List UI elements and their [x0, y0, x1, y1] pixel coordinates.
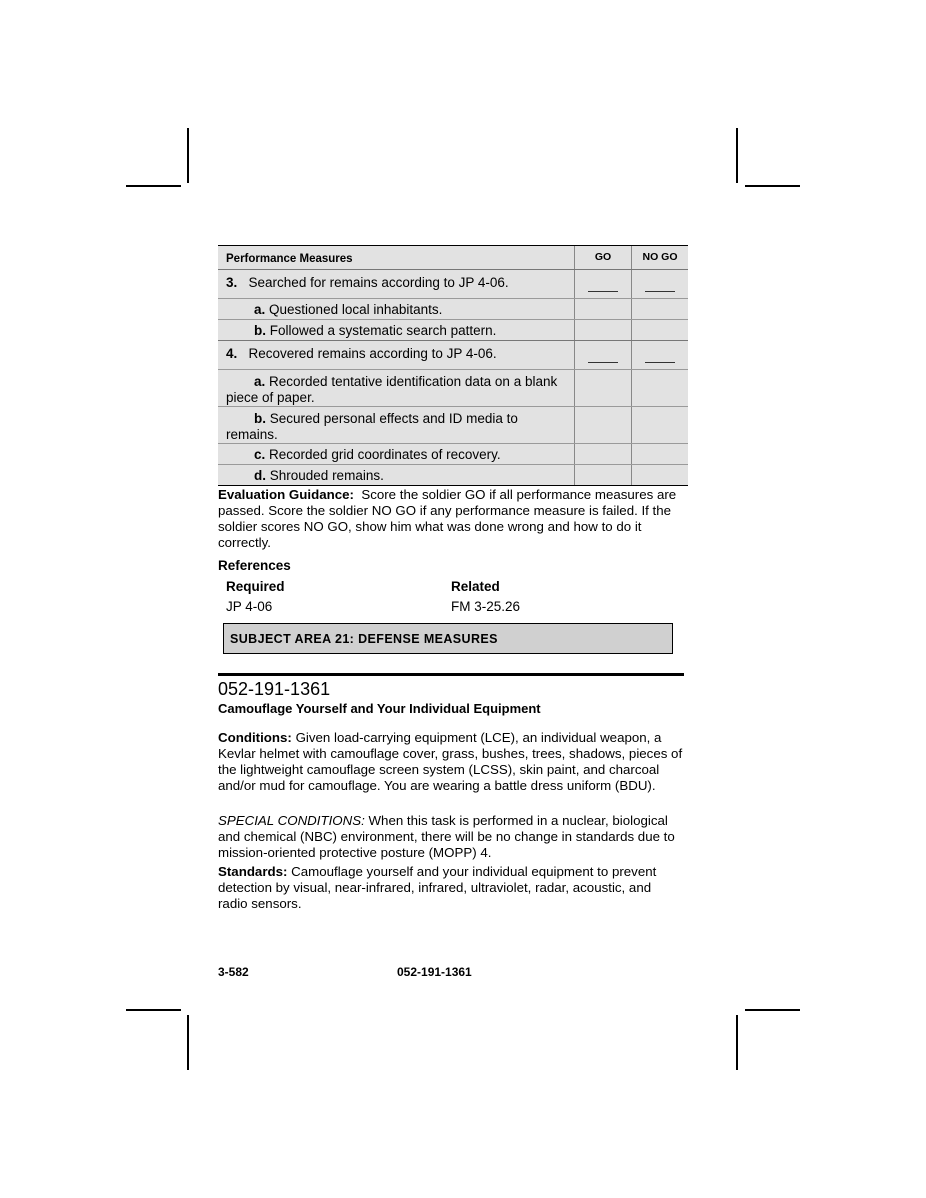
- measure-letter: b.: [254, 411, 266, 426]
- measure-letter: b.: [254, 323, 266, 338]
- measure-text: Recorded tentative identification data on a blank piece of paper.: [226, 374, 558, 405]
- crop-mark: [126, 1009, 181, 1011]
- task-number: 052-191-1361: [218, 679, 331, 699]
- related-value: FM 3-25.26: [451, 599, 521, 614]
- measure-letter: a.: [254, 302, 266, 317]
- performance-measures-header: Performance Measures: [226, 253, 353, 265]
- table-row: [218, 319, 688, 340]
- measure-text: Secured personal effects and ID media to remains.: [226, 411, 518, 442]
- crop-mark: [745, 185, 800, 187]
- crop-mark: [187, 1015, 189, 1070]
- special-conditions-label: SPECIAL CONDITIONS:: [218, 813, 365, 828]
- go-header: GO: [574, 246, 631, 269]
- conditions-label: Conditions:: [218, 730, 292, 745]
- table-row: [218, 369, 688, 406]
- table-row: [218, 464, 688, 485]
- measure-number: 4.: [226, 346, 238, 361]
- measure-text: Recorded grid coordinates of recovery.: [269, 447, 501, 462]
- conditions-text: Given load-carrying equipment (LCE), an individual weapon, a Kevlar helmet with camouflage cover, grass, bushes, trees, shadows, pieces of the lightweight camouflage screen system (LCSS), skin paint, and charcoal and/or mud for camouflage. You are wearing a battle dress uniform (BDU).: [218, 730, 683, 793]
- crop-mark: [187, 128, 189, 183]
- table-header: [218, 246, 688, 269]
- measure-letter: d.: [254, 468, 266, 483]
- table-row: [218, 269, 688, 298]
- special-conditions-paragraph: [218, 813, 684, 861]
- task-title: Camouflage Yourself and Your Individual Equipment: [218, 701, 541, 716]
- standards-label: Standards:: [218, 864, 288, 879]
- performance-measures-table: [218, 245, 688, 486]
- measure-text: Followed a systematic search pattern.: [269, 323, 497, 338]
- measure-text: Searched for remains according to JP 4-06.: [248, 275, 509, 290]
- crop-mark: [736, 1015, 738, 1070]
- measure-text: Recovered remains according to JP 4-06.: [248, 346, 497, 361]
- standards-paragraph: [218, 864, 684, 912]
- special-conditions-text: When this task is performed in a nuclear, biological and chemical (NBC) environment, there will be no change in standards due to mission-oriented protective posture (MOPP) 4.: [218, 813, 675, 860]
- related-label: Related: [451, 579, 500, 594]
- measure-number: 3.: [226, 275, 238, 290]
- footer-task-number: 052-191-1361: [397, 965, 472, 979]
- crop-mark: [745, 1009, 800, 1011]
- evaluation-text: Score the soldier GO if all performance measures are passed. Score the soldier NO GO if any performance measure is failed. If the soldier scores NO GO, show him what was done wrong and how to do it correctly.: [218, 487, 677, 550]
- subject-area-banner: SUBJECT AREA 21: DEFENSE MEASURES: [223, 623, 673, 654]
- measure-letter: a.: [254, 374, 266, 389]
- nogo-blank[interactable]: [631, 341, 688, 369]
- nogo-header: NO GO: [631, 246, 688, 269]
- crop-mark: [126, 185, 181, 187]
- go-blank[interactable]: [574, 270, 631, 298]
- crop-mark: [736, 128, 738, 183]
- table-row: [218, 443, 688, 464]
- section-rule: [218, 673, 684, 676]
- evaluation-label: Evaluation Guidance:: [218, 487, 354, 502]
- table-row: [218, 298, 688, 319]
- required-value: JP 4-06: [226, 599, 273, 614]
- nogo-blank[interactable]: [631, 270, 688, 298]
- table-row: [218, 406, 688, 443]
- measure-letter: c.: [254, 447, 266, 462]
- conditions-paragraph: [218, 730, 684, 794]
- standards-text: Camouflage yourself and your individual equipment to prevent detection by visual, near-infrared, infrared, ultraviolet, radar, acoustic, and radio sensors.: [218, 864, 657, 911]
- table-row: [218, 340, 688, 369]
- measure-text: Questioned local inhabitants.: [269, 302, 443, 317]
- evaluation-guidance: [218, 487, 688, 551]
- references-heading: References: [218, 558, 291, 573]
- page-number: 3-582: [218, 965, 249, 979]
- go-blank[interactable]: [574, 341, 631, 369]
- measure-text: Shrouded remains.: [269, 468, 384, 483]
- required-label: Required: [226, 579, 285, 594]
